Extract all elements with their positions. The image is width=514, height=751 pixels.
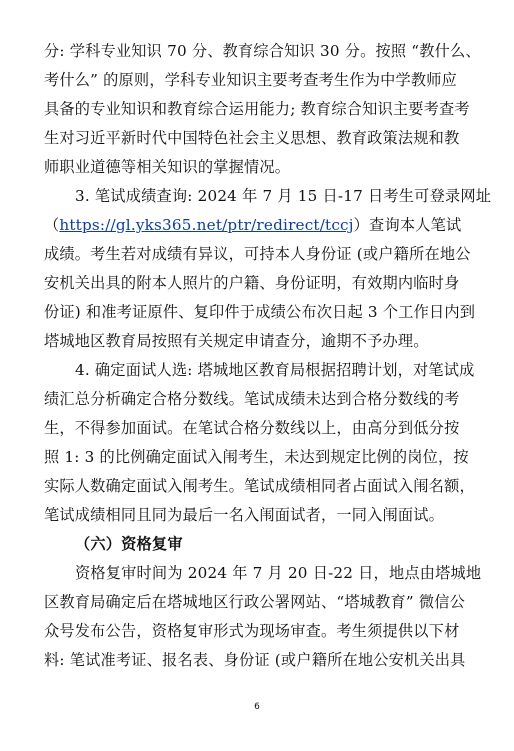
paragraph-line: 4. 确定面试人选: 塔城地区教育局根据招聘计划，对笔试成: [75, 361, 475, 379]
paragraph-line: 生，不得参加面试。在笔试合格分数线以上，由高分到低分按: [44, 419, 460, 437]
paragraph-line: 分: 学科专业知识 70 分、教育综合知识 30 分。按照 “教什么、: [44, 42, 481, 60]
paragraph-line: 师职业道德等相关知识的掌握情况。: [44, 158, 291, 176]
paren-open: （: [44, 216, 60, 234]
paragraph-line: 考什么” 的原则，学科专业知识主要考查考生作为中学教师应: [44, 71, 458, 89]
paragraph-line: 众号发布公告，资格复审形式为现场审查。考生须提供以下材: [44, 622, 460, 640]
score-query-link[interactable]: https://gl.yks365.net/ptr/redirect/tccj: [59, 216, 354, 234]
paragraph-line: 资格复审时间为 2024 年 7 月 20 日-22 日，地点由塔城地: [75, 564, 482, 582]
page-number: 6: [254, 702, 260, 712]
paragraph-line: 绩汇总分析确定合格分数线。笔试成绩未达到合格分数线的考: [44, 390, 460, 408]
url-line: [44, 212, 476, 238]
paragraph-line: 生对习近平新时代中国特色社会主义思想、教育政策法规和教: [44, 129, 460, 147]
paragraph-line: 具备的专业知识和教育综合运用能力; 教育综合知识主要考查考: [44, 100, 470, 118]
paragraph-line: 实际人数确定面试入闱考生。笔试成绩相同者占面试入闱名额，: [44, 477, 475, 495]
paragraph-line: 安机关出具的附本人照片的户籍、身份证明，有效期内临时身: [44, 274, 460, 292]
paragraph-line: 份证) 和准考证原件、复印件于成绩公布次日起 3 个工作日内到: [44, 303, 476, 321]
section-heading: （六）资格复审: [75, 535, 183, 553]
paragraph-line: 塔城地区教育局按照有关规定申请查分，逾期不予办理。: [44, 332, 429, 350]
paragraph-line: 区教育局确定后在塔城地区行政公署网站、“塔城教育” 微信公: [44, 593, 466, 611]
url-line-rest: ）查询本人笔试: [353, 216, 462, 234]
paragraph-line: 笔试成绩相同且同为最后一名入闱面试者，一同入闱面试。: [44, 506, 445, 524]
paragraph-line: 成绩。考生若对成绩有异议，可持本人身份证 (或户籍所在地公: [44, 245, 471, 263]
paragraph-line: 料: 笔试准考证、报名表、身份证 (或户籍所在地公安机关出具: [44, 651, 466, 669]
paragraph-line: 照 1: 3 的比例确定面试入闱考生，未达到规定比例的岗位，按: [44, 448, 469, 466]
paragraph-line: 3. 笔试成绩查询: 2024 年 7 月 15 日-17 日考生可登录网址: [75, 187, 492, 205]
